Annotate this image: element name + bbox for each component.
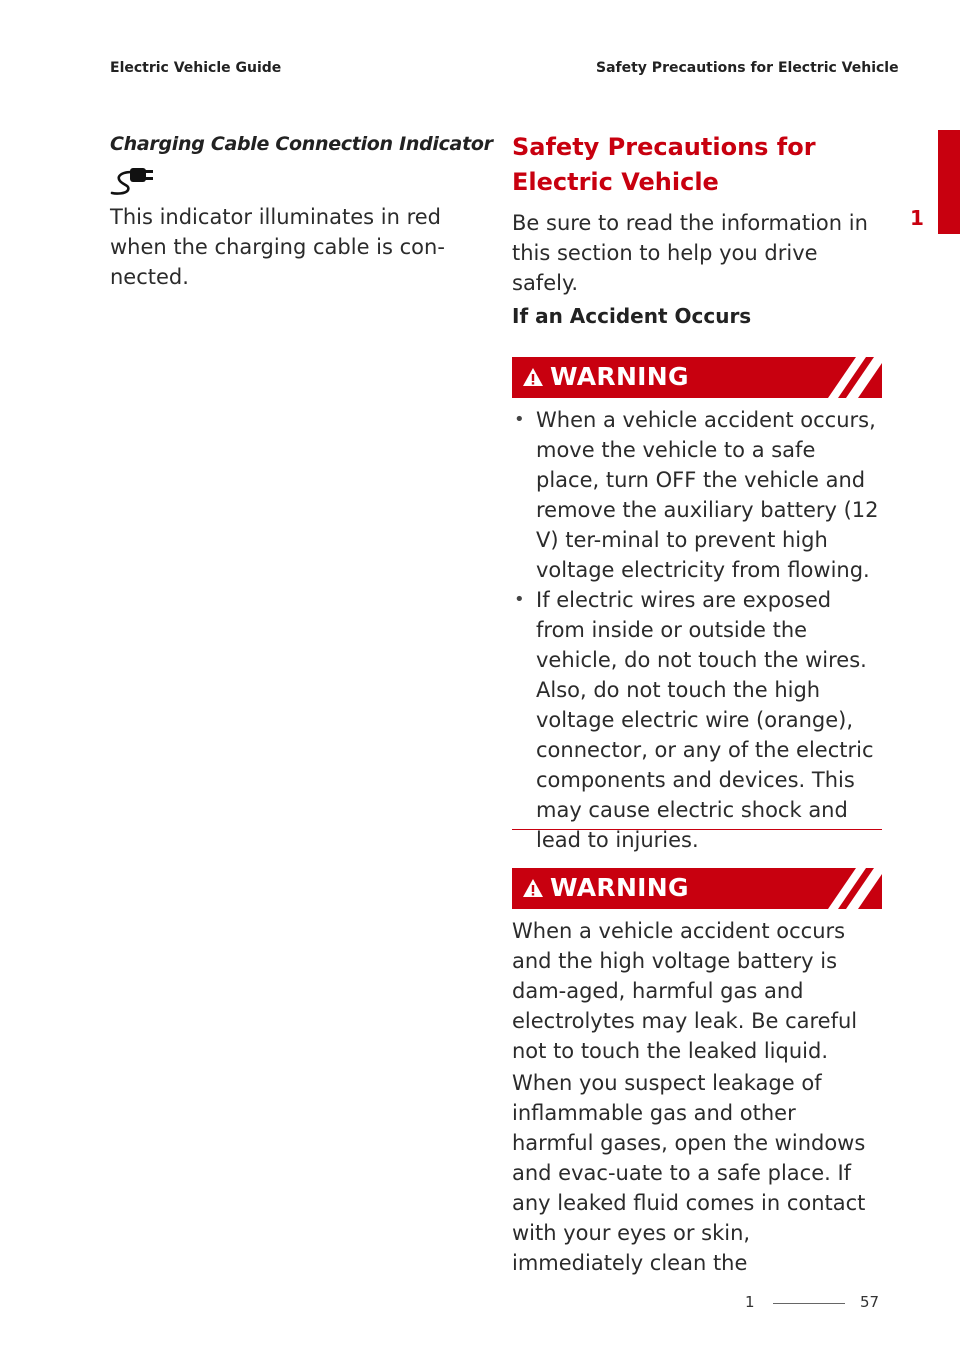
- section-title: Safety Precautions for Electric Vehicle: [512, 133, 816, 196]
- warning-bullet-list: [512, 405, 882, 855]
- chapter-tab: [938, 130, 960, 234]
- charging-plug-icon: [110, 166, 154, 196]
- indicator-description: This indicator illuminates in red when the charging cable is con-nected.: [110, 205, 445, 289]
- warning-stripes: [822, 868, 882, 909]
- subheading-accident: If an Accident Occurs: [512, 304, 752, 328]
- footer-divider: [773, 1303, 845, 1304]
- header-section-title: Safety Precautions for Electric Vehicle: [596, 60, 899, 76]
- warning-banner: [512, 357, 882, 398]
- warning-paragraph: When a vehicle accident occurs and the high voltage battery is dam-aged, harmful gas and electrolytes may leak. Be careful not to touch the leaked liquid.: [512, 919, 858, 1063]
- warning-triangle-icon: [522, 366, 544, 388]
- warning-label: WARNING: [550, 873, 689, 902]
- section-intro: Be sure to read the information in this section to help you drive safely.: [512, 211, 868, 295]
- warning-stripes: [822, 357, 882, 398]
- warning-banner: [512, 868, 882, 909]
- list-item: • If electric wires are exposed from inside or outside the vehicle, do not touch the wires. Also, do not touch the high voltage electric wire (orange), connector, or any of the electric components and devices. This may cause electric shock and lead to injuries.: [512, 585, 882, 855]
- chapter-tab-number: 1: [910, 206, 924, 230]
- warning-end-divider: [512, 829, 882, 830]
- footer-chapter-number: 1: [745, 1293, 755, 1311]
- page-number: 57: [860, 1293, 880, 1311]
- warning-label: WARNING: [550, 362, 689, 391]
- warning-triangle-icon: [522, 877, 544, 899]
- warning-paragraph: When you suspect leakage of inflammable gas and other harmful gases, open the windows and evac-uate to a safe place. If any leaked fluid comes in contact with your eyes or skin, immediately clean the: [512, 1071, 866, 1275]
- list-item: • When a vehicle accident occurs, move the vehicle to a safe place, turn OFF the vehicle and remove the auxiliary battery (12 V) ter-minal to prevent high voltage electricity from flowing.: [512, 405, 882, 585]
- indicator-title: Charging Cable Connection Indicator: [110, 133, 493, 155]
- header-guide-title: Electric Vehicle Guide: [110, 60, 282, 76]
